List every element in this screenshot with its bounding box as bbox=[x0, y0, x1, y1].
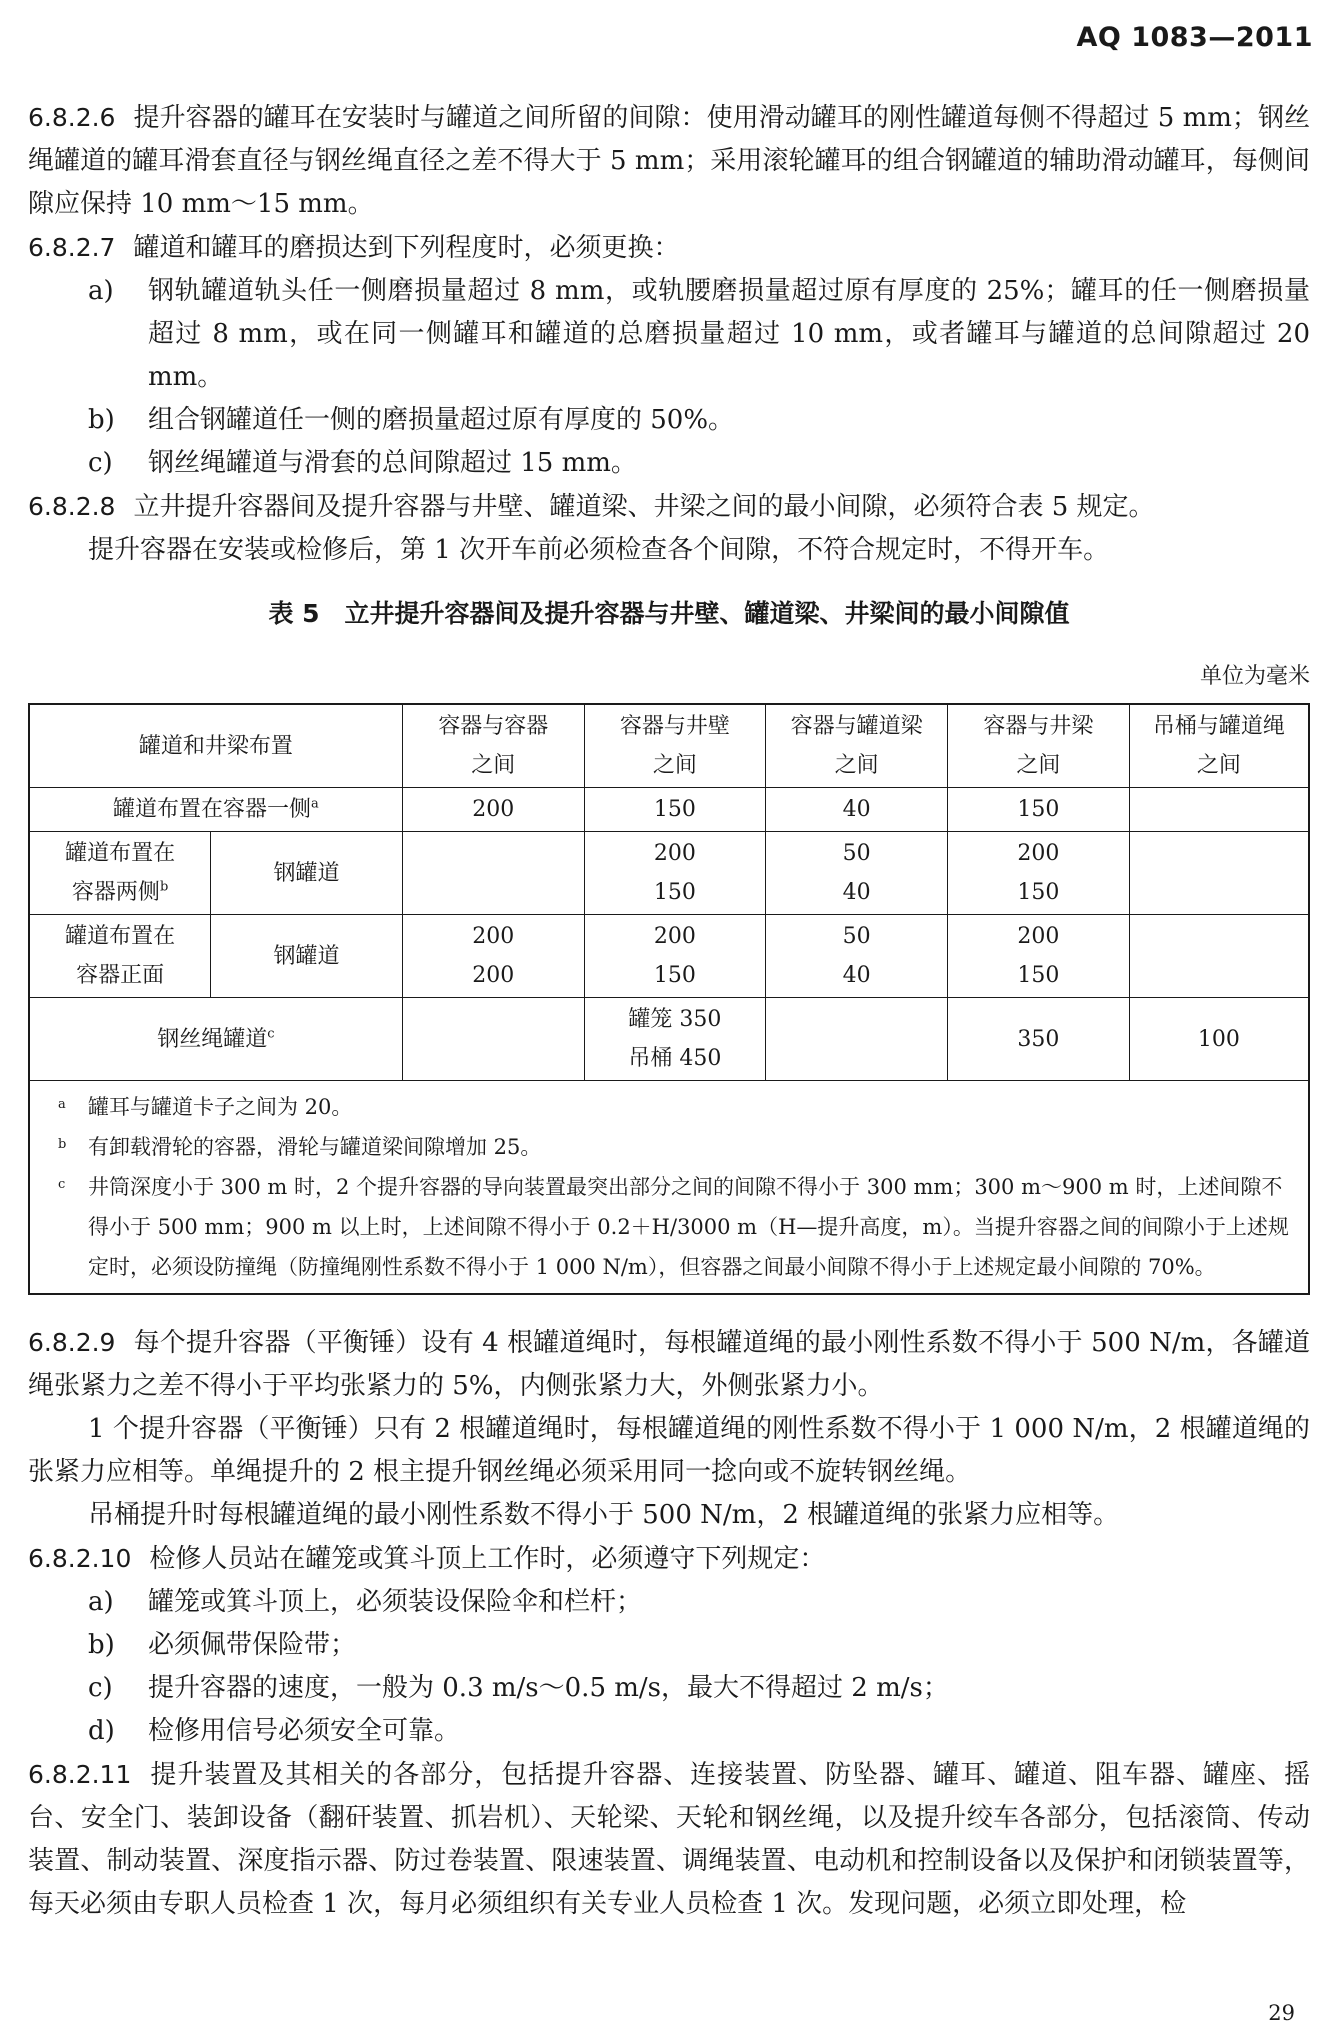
cell-value: 吊桶 450 bbox=[628, 1046, 722, 1071]
row-label-text: 罐道布置在 bbox=[65, 924, 176, 949]
list-item bbox=[28, 1581, 1310, 1624]
cell-value: 200 bbox=[653, 924, 696, 949]
cell-value: 150 bbox=[1017, 963, 1060, 988]
clause-number: 6.8.2.9 bbox=[28, 1328, 116, 1357]
item-text: 必须佩带保险带； bbox=[148, 1630, 357, 1660]
row-label-text: 容器两侧 bbox=[71, 880, 160, 905]
table-row bbox=[29, 915, 1309, 998]
footnote-mark: c bbox=[267, 1026, 275, 1042]
row-label-text: 罐道布置在容器一侧 bbox=[113, 797, 312, 822]
cell-value: 40 bbox=[842, 880, 871, 905]
clause-6-8-2-6 bbox=[28, 96, 1310, 226]
table-row bbox=[29, 788, 1309, 832]
clause-number: 6.8.2.7 bbox=[28, 233, 116, 262]
clause-text: 检修人员站在罐笼或箕斗顶上工作时，必须遵守下列规定： bbox=[149, 1544, 826, 1574]
cell-value: 200 bbox=[472, 963, 515, 988]
cell-value: 200 bbox=[1017, 841, 1060, 866]
header-line: 容器与罐道梁 bbox=[790, 714, 923, 739]
footnote-mark: b bbox=[159, 879, 169, 895]
table-note bbox=[58, 1127, 1294, 1167]
cell-value: 200 bbox=[653, 841, 696, 866]
table-cell: 350 bbox=[947, 998, 1129, 1081]
clause-text: 每个提升容器（平衡锤）设有 4 根罐道绳时，每根罐道绳的最小刚性系数不得小于 500 N/m，各罐道绳张紧力之差不得小于平均张紧力的 5%，内侧张紧力大，外侧张紧力小。 bbox=[28, 1328, 1310, 1401]
table-unit: 单位为毫米 bbox=[1199, 664, 1310, 689]
table-cell bbox=[947, 915, 1129, 998]
item-text: 钢丝绳罐道与滑套的总间隙超过 15 mm。 bbox=[148, 448, 637, 478]
table-note bbox=[58, 1087, 1294, 1127]
header-cell bbox=[1129, 704, 1309, 788]
paragraph: 1 个提升容器（平衡锤）只有 2 根罐道绳时，每根罐道绳的刚性系数不得小于 1 000 N/m，2 根罐道绳的张紧力应相等。单绳提升的 2 根主提升钢丝绳必须采用同一捻向或不旋转钢丝绳。 bbox=[28, 1414, 1310, 1487]
table-cell bbox=[766, 832, 948, 915]
table-cell: 100 bbox=[1129, 998, 1309, 1081]
table-cell: 150 bbox=[584, 788, 766, 832]
item-text: 钢轨罐道轨头任一侧磨损量超过 8 mm，或轨腰磨损量超过原有厚度的 25%；罐耳的任一侧磨损量超过 8 mm，或在同一侧罐耳和罐道的总磨损量超过 10 mm，或者罐耳与罐道的总间隙超过 20 mm。 bbox=[148, 276, 1310, 392]
header-cell bbox=[766, 704, 948, 788]
table-cell bbox=[402, 915, 584, 998]
clause-number: 6.8.2.6 bbox=[28, 103, 116, 132]
item-text: 提升容器的速度，一般为 0.3 m/s～0.5 m/s，最大不得超过 2 m/s； bbox=[148, 1673, 949, 1703]
row-label bbox=[29, 998, 402, 1081]
table-cell bbox=[766, 998, 948, 1081]
header-line: 吊桶与罐道绳 bbox=[1152, 714, 1285, 739]
table-title: 表 5 立井提升容器间及提升容器与井壁、罐道梁、井梁间的最小间隙值 bbox=[268, 599, 1070, 628]
table-cell bbox=[947, 832, 1129, 915]
list-item bbox=[28, 1624, 1310, 1667]
table-note bbox=[58, 1167, 1294, 1287]
header-line: 容器与井梁 bbox=[983, 714, 1094, 739]
table-cell: 150 bbox=[947, 788, 1129, 832]
cell-value: 150 bbox=[1017, 880, 1060, 905]
row-label bbox=[29, 788, 402, 832]
list-item bbox=[28, 399, 1310, 442]
table-row bbox=[29, 832, 1309, 915]
header-cell: 罐道和井梁布置 bbox=[29, 704, 402, 788]
header-cell bbox=[947, 704, 1129, 788]
clearance-table bbox=[28, 703, 1310, 1295]
item-text: 组合钢罐道任一侧的磨损量超过原有厚度的 50%。 bbox=[148, 405, 735, 435]
item-label: a) bbox=[88, 276, 114, 306]
item-label: c) bbox=[88, 448, 113, 478]
table-cell bbox=[1129, 788, 1309, 832]
row-label-text: 罐道布置在 bbox=[65, 841, 176, 866]
table-header-row bbox=[29, 704, 1309, 788]
row-sublabel: 钢罐道 bbox=[211, 832, 403, 915]
table-row bbox=[29, 998, 1309, 1081]
item-text: 检修用信号必须安全可靠。 bbox=[148, 1716, 461, 1746]
table-cell bbox=[584, 832, 766, 915]
clause-text: 立井提升容器间及提升容器与井壁、罐道梁、井梁之间的最小间隙，必须符合表 5 规定。 bbox=[133, 492, 1155, 522]
header-cell bbox=[402, 704, 584, 788]
table-cell: 40 bbox=[766, 788, 948, 832]
item-text: 罐笼或箕斗顶上，必须装设保险伞和栏杆； bbox=[148, 1587, 643, 1617]
table-cell: 200 bbox=[402, 788, 584, 832]
header-line: 容器与井壁 bbox=[619, 714, 730, 739]
footnote-mark: a bbox=[58, 1097, 66, 1112]
cell-value: 150 bbox=[653, 963, 696, 988]
item-label: b) bbox=[88, 1630, 115, 1660]
clause-number: 6.8.2.10 bbox=[28, 1544, 132, 1573]
header-line: 之间 bbox=[471, 753, 516, 778]
table-cell bbox=[402, 998, 584, 1081]
footnote-mark: a bbox=[311, 796, 319, 812]
header-line: 容器与容器 bbox=[438, 714, 549, 739]
clause-6-8-2-10 bbox=[28, 1537, 1310, 1581]
table-cell bbox=[402, 832, 584, 915]
table-cell bbox=[584, 998, 766, 1081]
page-content bbox=[28, 96, 1310, 1926]
table-cell bbox=[766, 915, 948, 998]
cell-value: 40 bbox=[842, 963, 871, 988]
cell-value: 200 bbox=[1017, 924, 1060, 949]
header-line: 之间 bbox=[834, 753, 879, 778]
header-line: 之间 bbox=[1016, 753, 1061, 778]
paragraph: 提升容器在安装或检修后，第 1 次开车前必须检查各个间隙，不符合规定时，不得开车。 bbox=[88, 535, 1110, 565]
item-label: a) bbox=[88, 1587, 114, 1617]
item-label: d) bbox=[88, 1716, 115, 1746]
clause-text: 提升容器的罐耳在安装时与罐道之间所留的间隙：使用滑动罐耳的刚性罐道每侧不得超过 5 mm；钢丝绳罐道的罐耳滑套直径与钢丝绳直径之差不得大于 5 mm；采用滚轮罐耳的组合钢罐道的辅助滑动罐耳，每侧间隙应保持 10 mm～15 mm。 bbox=[28, 103, 1310, 219]
clause-6-8-2-9 bbox=[28, 1321, 1310, 1408]
note-text: 井筒深度小于 300 m 时，2 个提升容器的导向装置最突出部分之间的间隙不得小于 300 mm；300 m～900 m 时，上述间隙不得小于 500 mm；900 m 以上时，上述间隙不得小于 0.2＋H/3000 m（H—提升高度，m）。当提升容器之间的间隙小于上述规定时，必须设防撞绳（防撞绳刚性系数不得小于 1 000 N/m），但容器之间最小间隙不得小于上述规定最小间隙的 70%。 bbox=[88, 1175, 1289, 1279]
item-label: c) bbox=[88, 1673, 113, 1703]
table-cell bbox=[584, 915, 766, 998]
document-code: AQ 1083—2011 bbox=[1076, 22, 1313, 53]
note-text: 有卸载滑轮的容器，滑轮与罐道梁间隙增加 25。 bbox=[88, 1135, 542, 1159]
cell-value: 50 bbox=[842, 841, 871, 866]
note-text: 罐耳与罐道卡子之间为 20。 bbox=[88, 1095, 353, 1119]
cell-value: 200 bbox=[472, 924, 515, 949]
clause-number: 6.8.2.8 bbox=[28, 492, 116, 521]
table-cell bbox=[1129, 832, 1309, 915]
clause-6-8-2-11 bbox=[28, 1753, 1310, 1926]
row-sublabel: 钢罐道 bbox=[211, 915, 403, 998]
row-label-text: 钢丝绳罐道 bbox=[157, 1026, 268, 1052]
table-notes bbox=[29, 1081, 1309, 1295]
header-line: 之间 bbox=[1196, 753, 1241, 778]
table-notes-row bbox=[29, 1081, 1309, 1295]
list-item bbox=[28, 442, 1310, 485]
header-line: 之间 bbox=[652, 753, 697, 778]
row-label bbox=[29, 915, 211, 998]
cell-value: 罐笼 350 bbox=[628, 1007, 722, 1032]
cell-value: 150 bbox=[653, 880, 696, 905]
list-item bbox=[28, 1667, 1310, 1710]
footnote-mark: b bbox=[58, 1137, 67, 1152]
table-cell bbox=[1129, 915, 1309, 998]
row-label-text: 容器正面 bbox=[76, 963, 165, 988]
item-label: b) bbox=[88, 405, 115, 435]
list-item bbox=[28, 1710, 1310, 1753]
page-number: 29 bbox=[1268, 2001, 1295, 2025]
cell-value: 50 bbox=[842, 924, 871, 949]
footnote-mark: c bbox=[58, 1177, 66, 1192]
clause-6-8-2-8 bbox=[28, 485, 1310, 529]
clause-number: 6.8.2.11 bbox=[28, 1760, 132, 1789]
list-item bbox=[28, 270, 1310, 399]
header-cell bbox=[584, 704, 766, 788]
paragraph: 吊桶提升时每根罐道绳的最小刚性系数不得小于 500 N/m，2 根罐道绳的张紧力应相等。 bbox=[88, 1500, 1120, 1530]
clause-6-8-2-7 bbox=[28, 226, 1310, 270]
clause-text: 罐道和罐耳的磨损达到下列程度时，必须更换： bbox=[133, 233, 680, 263]
clause-text: 提升装置及其相关的各部分，包括提升容器、连接装置、防坠器、罐耳、罐道、阻车器、罐座、摇台、安全门、装卸设备（翻矸装置、抓岩机）、天轮梁、天轮和钢丝绳，以及提升绞车各部分，包括滚筒、传动装置、制动装置、深度指示器、防过卷装置、限速装置、调绳装置、电动机和控制设备以及保护和闭锁装置等，每天必须由专职人员检查 1 次，每月必须组织有关专业人员检查 1 次。发现问题，必须立即处理，检 bbox=[28, 1760, 1310, 1919]
row-label bbox=[29, 832, 211, 915]
